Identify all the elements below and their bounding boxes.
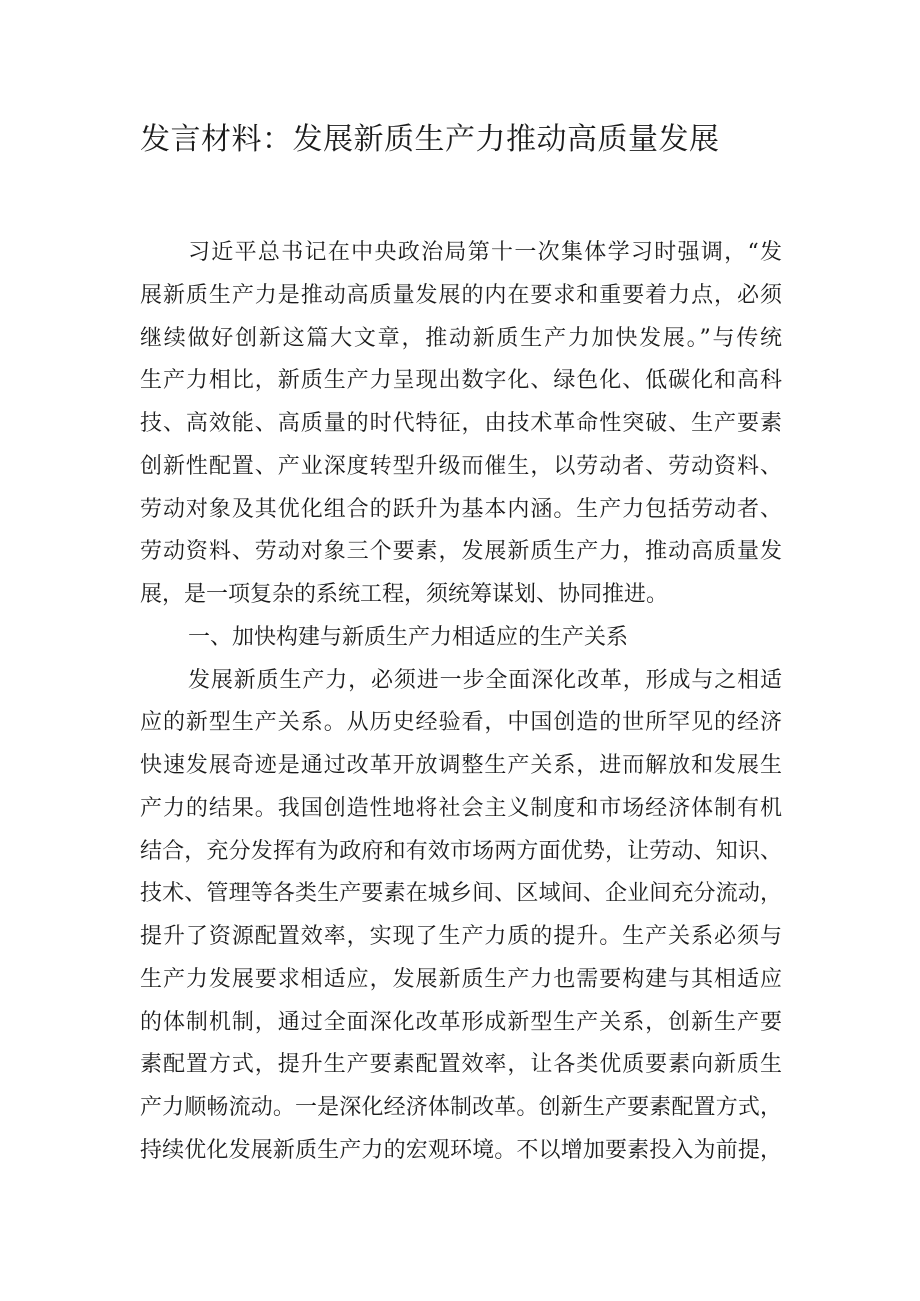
intro-line-7: 劳动对象及其优化组合的跃升为基本内涵。生产力包括劳动者、 (140, 497, 782, 522)
intro-line-6: 创新性配置、产业深度转型升级而催生，以劳动者、劳动资料、 (140, 454, 782, 479)
section1-line-3: 快速发展奇迹是通过改革开放调整生产关系，进而解放和发展生 (140, 753, 782, 778)
section1-line-6: 技术、管理等各类生产要素在城乡间、区域间、企业间充分流动， (140, 881, 782, 906)
section1-line-11: 产力顺畅流动。一是深化经济体制改革。创新生产要素配置方式， (140, 1095, 782, 1120)
intro-line-2: 展新质生产力是推动高质量发展的内在要求和重要着力点，必须 (140, 283, 782, 308)
intro-line-1: 习近平总书记在中央政治局第十一次集体学习时强调，“发 (188, 240, 782, 265)
section1-line-5: 结合，充分发挥有为政府和有效市场两方面优势，让劳动、知识、 (140, 839, 782, 864)
intro-line-4: 生产力相比，新质生产力呈现出数字化、绿色化、低碳化和高科 (140, 368, 782, 393)
section1-line-1: 发展新质生产力，必须进一步全面深化改革，形成与之相适 (188, 668, 782, 693)
section1-line-4: 产力的结果。我国创造性地将社会主义制度和市场经济体制有机 (140, 796, 782, 821)
section1-line-7: 提升了资源配置效率，实现了生产力质的提升。生产关系必须与 (140, 924, 782, 949)
section1-line-9: 的体制机制，通过全面深化改革形成新型生产关系，创新生产要 (140, 1010, 782, 1035)
section1-line-12: 持续优化发展新质生产力的宏观环境。不以增加要素投入为前提， (140, 1138, 782, 1163)
intro-line-9: 展，是一项复杂的系统工程，须统筹谋划、协同推进。 (140, 582, 669, 607)
intro-line-8: 劳动资料、劳动对象三个要素，发展新质生产力，推动高质量发 (140, 539, 782, 564)
intro-line-5: 技、高效能、高质量的时代特征，由技术革命性突破、生产要素 (140, 411, 782, 436)
section1-line-2: 应的新型生产关系。从历史经验看，中国创造的世所罕见的经济 (140, 710, 782, 735)
section1-line-10: 素配置方式，提升生产要素配置效率，让各类优质要素向新质生 (140, 1052, 782, 1077)
document-title: 发言材料：发展新质生产力推动高质量发展 (140, 122, 720, 157)
intro-line-3: 继续做好创新这篇大文章，推动新质生产力加快发展。”与传统 (140, 326, 782, 351)
section1-line-8: 生产力发展要求相适应，发展新质生产力也需要构建与其相适应 (140, 967, 782, 992)
section-heading-1: 一、加快构建与新质生产力相适应的生产关系 (188, 625, 629, 650)
